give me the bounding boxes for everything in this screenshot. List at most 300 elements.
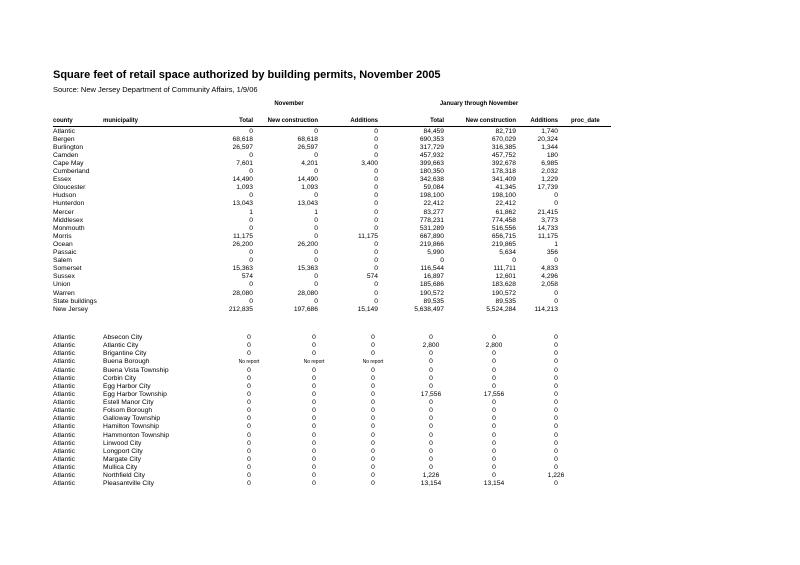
county-row	[0, 128, 800, 136]
table-cell: 0	[312, 407, 316, 415]
table-cell: 89,535	[495, 297, 516, 305]
municipality-name: Northfield City	[103, 472, 145, 480]
table-cell: 0	[374, 143, 378, 151]
table-cell: 0	[371, 415, 375, 423]
municipality-name: Brigantine City	[103, 350, 147, 358]
col-header-nov-new: New construction	[267, 118, 318, 124]
table-cell: 0	[554, 439, 558, 447]
county-row	[0, 298, 800, 306]
table-cell: 0	[312, 366, 316, 374]
table-row	[0, 464, 800, 472]
table-cell: 4,201	[301, 159, 318, 167]
table-cell: 0	[554, 480, 558, 488]
table-cell: 28,080	[232, 289, 253, 297]
table-cell: 68,618	[232, 135, 253, 143]
table-cell: 0	[314, 224, 318, 232]
table-cell: 0	[374, 135, 378, 143]
col-header-county: county	[53, 118, 73, 124]
table-cell: 0	[249, 224, 253, 232]
table-cell: 1,344	[541, 143, 558, 151]
table-cell: 26,597	[232, 143, 253, 151]
table-cell: 0	[554, 390, 558, 398]
table-cell: 11,175	[358, 232, 378, 240]
table-cell: 0	[312, 342, 316, 350]
table-cell: 0	[429, 334, 433, 341]
table-cell: 0	[492, 399, 496, 407]
table-cell: 0	[492, 382, 496, 390]
county-row	[0, 233, 800, 241]
table-cell: 0	[374, 176, 378, 184]
table-cell: 180	[546, 151, 558, 159]
municipality-name: Estell Manor City	[103, 399, 154, 407]
municipality-name: Hamilton Township	[103, 423, 160, 431]
table-row	[0, 334, 800, 342]
table-cell: 0	[429, 350, 433, 358]
table-cell: 0	[312, 480, 316, 488]
county-name: Passaic	[53, 249, 77, 256]
table-cell: 178,318	[491, 168, 516, 175]
table-cell: 16,897	[423, 273, 444, 281]
table-cell: 392,678	[491, 159, 516, 167]
table-cell: 0	[247, 366, 251, 374]
table-row	[0, 440, 800, 448]
table-row	[0, 367, 800, 375]
table-cell: 1	[314, 208, 318, 216]
table-cell: 531,289	[419, 224, 444, 232]
table-cell: 0	[512, 257, 516, 265]
county-name: Hudson	[53, 192, 77, 200]
table-cell: 0	[554, 455, 558, 463]
table-cell: 0	[492, 431, 496, 439]
municipality-name: Buena Borough	[103, 358, 150, 366]
table-cell: 0	[492, 334, 496, 341]
table-row	[0, 407, 800, 415]
table-cell: 0	[312, 399, 316, 407]
table-row	[0, 399, 800, 407]
table-cell: 0	[249, 216, 253, 224]
table-cell: 89,535	[423, 297, 444, 305]
table-cell: 2,058	[541, 281, 558, 289]
table-cell: 183,628	[491, 281, 516, 289]
table-cell: 656,715	[491, 232, 516, 240]
table-cell: 0	[492, 472, 496, 480]
county-name: Gloucester	[53, 184, 86, 192]
table-cell: 0	[312, 390, 316, 398]
county-row	[0, 225, 800, 233]
county-row	[0, 192, 800, 200]
table-cell: 0	[492, 447, 496, 455]
col-header-ytd-additions: Additions	[530, 118, 558, 124]
table-cell: 0	[374, 257, 378, 265]
table-cell: 114,213	[534, 305, 558, 313]
table-cell: 0	[554, 200, 558, 208]
table-cell: 0	[429, 455, 433, 463]
table-cell: 0	[247, 447, 251, 455]
table-cell: 1,226	[422, 472, 440, 480]
county-name: Atlantic	[53, 431, 75, 439]
table-cell: 0	[249, 257, 253, 265]
table-cell: 83,277	[423, 208, 444, 216]
table-cell: 0	[247, 374, 251, 382]
county-name: Somerset	[53, 265, 82, 273]
table-cell: 0	[374, 249, 378, 256]
table-cell: 26,200	[297, 240, 318, 248]
table-cell: 26,200	[232, 240, 253, 248]
col-header-proc-date: proc_date	[571, 118, 600, 124]
group-header-november: November	[274, 101, 304, 107]
table-row	[0, 342, 800, 350]
table-cell: 11,175	[538, 232, 558, 240]
table-cell: 0	[371, 334, 375, 341]
table-cell: 0	[312, 350, 316, 358]
table-cell: 0	[312, 374, 316, 382]
municipality-name: Corbin City	[103, 374, 137, 382]
table-cell: 0	[247, 342, 251, 350]
table-cell: 0	[314, 192, 318, 200]
table-cell: 0	[371, 447, 375, 455]
table-cell: 0	[371, 399, 375, 407]
table-cell: 0	[554, 350, 558, 358]
table-cell: 22,412	[423, 200, 444, 208]
table-cell: 2,800	[422, 342, 440, 350]
table-row	[0, 432, 800, 440]
county-name: State buildings	[53, 297, 97, 305]
table-cell: 0	[492, 407, 496, 415]
table-cell: 0	[429, 358, 433, 366]
county-name: Cape May	[53, 159, 84, 167]
county-name: Atlantic	[53, 423, 75, 431]
table-cell: 21,415	[537, 208, 558, 216]
table-cell: 0	[492, 358, 496, 366]
table-cell: 3,400	[361, 159, 378, 167]
table-cell: 0	[492, 415, 496, 423]
table-cell: 0	[312, 415, 316, 423]
table-cell: 0	[247, 399, 251, 407]
table-cell: 774,458	[491, 216, 516, 224]
table-cell: No report	[238, 359, 260, 366]
table-cell: 12,601	[495, 273, 516, 281]
table-cell: 0	[314, 257, 318, 265]
table-cell: 15,363	[297, 265, 318, 273]
table-cell: 3,773	[541, 216, 558, 224]
table-cell: 690,353	[419, 135, 444, 143]
county-name: Salem	[53, 257, 72, 265]
table-cell: 219,865	[491, 240, 516, 248]
table-cell: 0	[249, 297, 253, 305]
county-name: Monmouth	[53, 224, 85, 232]
table-cell: 0	[554, 423, 558, 431]
table-cell: 0	[429, 439, 433, 447]
table-cell: 0	[374, 281, 378, 289]
table-cell: 0	[554, 342, 558, 350]
table-cell: 0	[371, 480, 375, 488]
table-cell: 574	[241, 273, 253, 281]
county-name: Bergen	[53, 135, 75, 143]
municipality-name: Atlantic City	[103, 342, 139, 350]
county-name: Atlantic	[53, 127, 75, 135]
table-cell: 0	[247, 415, 251, 423]
table-cell: 1,229	[541, 176, 558, 184]
table-cell: 22,412	[495, 200, 516, 208]
municipality-name: Hammonton Township	[103, 431, 170, 439]
table-cell: 198,100	[419, 192, 444, 200]
table-cell: 68,618	[297, 135, 318, 143]
table-cell: 0	[374, 208, 378, 216]
table-cell: 197,686	[293, 305, 318, 313]
table-cell: 0	[371, 342, 375, 350]
table-cell: 190,572	[419, 289, 444, 297]
municipality-name: Margate City	[103, 455, 141, 463]
table-cell: 2,800	[485, 342, 503, 350]
table-cell: 0	[554, 366, 558, 374]
table-cell: 0	[314, 273, 318, 281]
table-cell: 0	[312, 464, 316, 472]
table-cell: 13,043	[232, 200, 253, 208]
table-row	[0, 383, 800, 391]
table-cell: 0	[374, 200, 378, 208]
table-cell: 0	[249, 151, 253, 159]
table-cell: 0	[249, 127, 253, 135]
county-name: Atlantic	[53, 358, 75, 366]
table-cell: 0	[492, 455, 496, 463]
county-row	[0, 281, 800, 289]
county-row	[0, 200, 800, 208]
county-row	[0, 306, 800, 314]
table-cell: 0	[492, 350, 496, 358]
municipality-name: Absecon City	[103, 334, 143, 341]
county-row	[0, 168, 800, 176]
table-cell: 0	[374, 151, 378, 159]
table-cell: 0	[554, 192, 558, 200]
table-cell: 13,154	[483, 480, 505, 488]
county-row	[0, 273, 800, 281]
table-cell: 0	[249, 192, 253, 200]
table-cell: 0	[312, 382, 316, 390]
table-cell: 111,711	[493, 265, 516, 273]
table-cell: 7,601	[236, 159, 253, 167]
municipality-name: Galloway Township	[103, 415, 161, 423]
table-cell: 0	[492, 423, 496, 431]
table-row	[0, 448, 800, 456]
table-cell: 0	[314, 216, 318, 224]
county-name: Middlesex	[53, 216, 84, 224]
table-cell: 4,296	[541, 273, 558, 281]
table-cell: 399,663	[419, 159, 444, 167]
table-cell: 1,740	[541, 127, 558, 135]
county-name: Atlantic	[53, 447, 75, 455]
table-cell: 0	[371, 350, 375, 358]
table-row	[0, 472, 800, 480]
table-row	[0, 391, 800, 399]
table-cell: 316,385	[491, 143, 516, 151]
table-cell: 0	[374, 289, 378, 297]
county-name: Union	[53, 281, 71, 289]
table-cell: 15,363	[232, 265, 253, 273]
table-cell: 0	[554, 374, 558, 382]
table-cell: 0	[314, 151, 318, 159]
table-cell: 317,729	[419, 143, 444, 151]
table-cell: 0	[371, 464, 375, 472]
table-cell: 0	[554, 334, 558, 341]
table-cell: 0	[374, 265, 378, 273]
table-cell: 342,638	[419, 176, 444, 184]
table-cell: 0	[249, 168, 253, 175]
table-cell: 0	[371, 407, 375, 415]
table-cell: 0	[312, 472, 316, 480]
county-name: Cumberland	[53, 168, 90, 175]
col-header-ytd-new: New construction	[465, 118, 516, 124]
county-name: Atlantic	[53, 455, 75, 463]
county-name: Atlantic	[53, 350, 75, 358]
table-cell: 0	[554, 382, 558, 390]
table-cell: 13,043	[297, 200, 318, 208]
table-cell: 0	[374, 297, 378, 305]
table-cell: 0	[312, 334, 316, 341]
table-cell: 0	[312, 447, 316, 455]
table-cell: 219,866	[419, 240, 444, 248]
table-cell: 0	[429, 399, 433, 407]
county-name: Morris	[53, 232, 72, 240]
table-cell: 0	[554, 415, 558, 423]
table-cell: 6,985	[541, 159, 558, 167]
table-cell: No report	[303, 359, 325, 366]
table-cell: 198,100	[491, 192, 516, 200]
municipality-name: Buena Vista Township	[103, 366, 169, 374]
county-name: Atlantic	[53, 342, 75, 350]
municipality-name: Linwood City	[103, 439, 142, 447]
table-cell: 0	[371, 431, 375, 439]
table-cell: 0	[314, 127, 318, 135]
table-cell: 5,524,284	[486, 305, 516, 313]
table-cell: 778,231	[419, 216, 444, 224]
table-cell: 667,890	[419, 232, 444, 240]
table-row	[0, 358, 800, 366]
county-row	[0, 176, 800, 184]
table-cell: 0	[371, 390, 375, 398]
table-cell: 0	[554, 289, 558, 297]
municipality-name: Mullica City	[103, 464, 138, 472]
municipality-name: Longport City	[103, 447, 143, 455]
table-cell: 0	[314, 168, 318, 175]
table-cell: 180,350	[419, 168, 444, 175]
municipality-name: Egg Harbor City	[103, 382, 151, 390]
county-name: Ocean	[53, 240, 73, 248]
table-cell: 0	[554, 399, 558, 407]
county-row	[0, 257, 800, 265]
county-name: Atlantic	[53, 390, 75, 398]
table-cell: 185,686	[419, 281, 444, 289]
table-cell: 0	[554, 358, 558, 366]
table-cell: 0	[247, 480, 251, 488]
table-cell: 0	[312, 431, 316, 439]
table-cell: 0	[429, 447, 433, 455]
table-cell: 341,409	[491, 176, 516, 184]
table-cell: 0	[374, 240, 378, 248]
col-header-ytd-total: Total	[430, 118, 444, 124]
table-cell: 0	[247, 455, 251, 463]
county-name: Hunterdon	[53, 200, 85, 208]
table-cell: 14,490	[297, 176, 318, 184]
table-cell: 11,175	[233, 232, 253, 240]
table-cell: 516,556	[491, 224, 516, 232]
table-cell: 0	[554, 297, 558, 305]
county-name: Atlantic	[53, 464, 75, 472]
table-cell: 5,634	[499, 249, 516, 256]
municipality-name: Pleasantville City	[103, 480, 154, 488]
table-cell: 84,459	[423, 127, 444, 135]
table-cell: 0	[554, 431, 558, 439]
county-name: Atlantic	[53, 415, 75, 423]
table-cell: 1	[249, 208, 253, 216]
table-cell: 0	[371, 455, 375, 463]
col-header-nov-additions: Additions	[350, 118, 378, 124]
county-name: Burlington	[53, 143, 84, 151]
county-name: Warren	[53, 289, 75, 297]
table-cell: 0	[247, 390, 251, 398]
county-row	[0, 160, 800, 168]
table-cell: 0	[374, 216, 378, 224]
table-cell: 0	[492, 374, 496, 382]
table-cell: 28,080	[297, 289, 318, 297]
table-cell: 0	[554, 464, 558, 472]
table-cell: 0	[247, 407, 251, 415]
county-name: Camden	[53, 151, 79, 159]
table-cell: 1	[554, 240, 558, 248]
county-name: Atlantic	[53, 382, 75, 390]
table-cell: 0	[312, 455, 316, 463]
table-cell: 20,324	[537, 135, 558, 143]
table-cell: 457,932	[419, 151, 444, 159]
county-row	[0, 184, 800, 192]
table-row	[0, 350, 800, 358]
county-row	[0, 241, 800, 249]
table-cell: 0	[247, 423, 251, 431]
table-cell: 0	[247, 464, 251, 472]
table-cell: 26,597	[297, 143, 318, 151]
table-cell: 13,154	[420, 480, 442, 488]
table-cell: 1,226	[547, 472, 565, 480]
table-cell: 0	[554, 407, 558, 415]
table-cell: 116,544	[420, 265, 444, 273]
table-cell: 0	[374, 184, 378, 192]
county-name: New Jersey	[53, 305, 88, 313]
table-cell: 0	[371, 366, 375, 374]
table-cell: 0	[429, 374, 433, 382]
table-row	[0, 456, 800, 464]
county-name: Sussex	[53, 273, 75, 281]
county-name: Atlantic	[53, 399, 75, 407]
table-cell: 0	[429, 382, 433, 390]
county-name: Atlantic	[53, 472, 75, 480]
table-cell: 0	[492, 366, 496, 374]
table-cell: 0	[429, 423, 433, 431]
table-cell: 0	[429, 366, 433, 374]
table-cell: 5,638,497	[414, 305, 444, 313]
table-row	[0, 415, 800, 423]
table-cell: 4,833	[541, 265, 558, 273]
table-cell: 0	[249, 281, 253, 289]
table-cell: 15,149	[357, 305, 378, 313]
municipality-name: Folsom Borough	[103, 407, 153, 415]
table-cell: 14,733	[537, 224, 558, 232]
table-cell: 0	[247, 350, 251, 358]
table-cell: 0	[247, 439, 251, 447]
table-cell: 1,093	[301, 184, 318, 192]
table-cell: 0	[554, 447, 558, 455]
col-header-nov-total: Total	[239, 118, 253, 124]
county-row	[0, 136, 800, 144]
table-cell: 0	[314, 281, 318, 289]
